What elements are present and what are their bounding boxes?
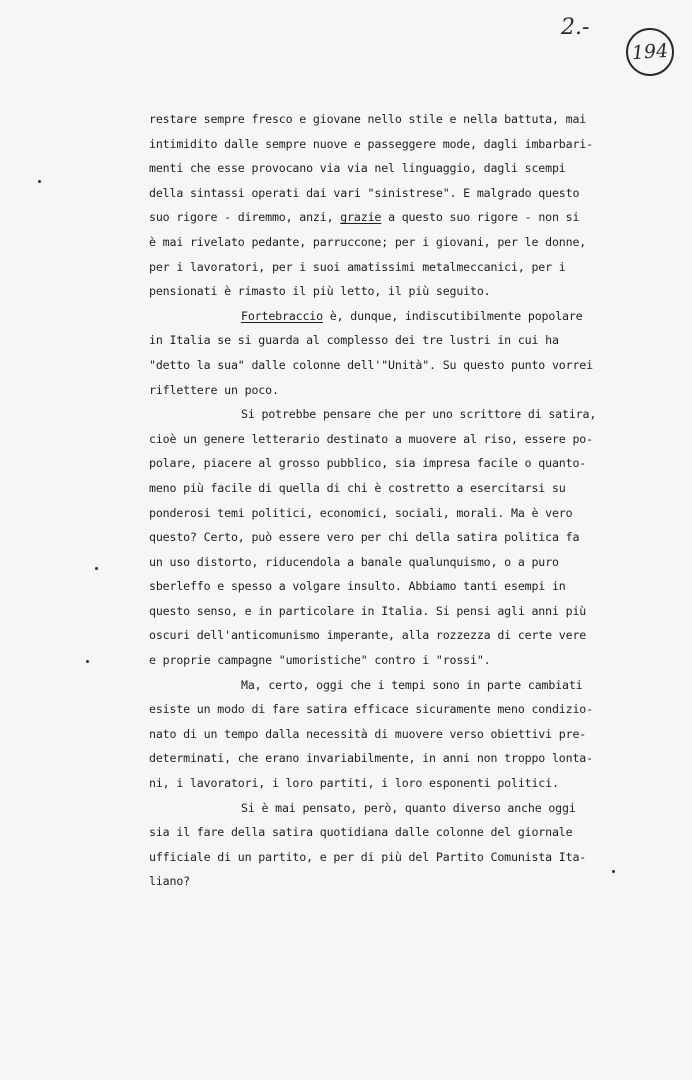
text-line: questo? Certo, può essere vero per chi della satira politica fa — [149, 530, 580, 545]
underlined-word-grazie: grazie — [340, 210, 382, 225]
ink-speck — [38, 180, 41, 183]
text-line: ni, i lavoratori, i loro partiti, i loro esponenti politici. — [149, 776, 559, 791]
text-line: questo senso, e in particolare in Italia. Si pensi agli anni più — [149, 603, 587, 618]
underlined-word-fortebraccio: Fortebraccio — [241, 308, 323, 323]
text-line: ufficiale di un partito, e per di più del Partito Comunista Ita- — [149, 849, 587, 864]
text-line — [149, 205, 599, 230]
text-line: polare, piacere al grosso pubblico, sia impresa facile o quanto- — [149, 456, 587, 471]
ink-speck — [612, 870, 615, 873]
text-line: della sintassi operati dai vari "sinistrese". E malgrado questo — [149, 185, 580, 200]
text-line — [149, 304, 599, 329]
text-line: liano? — [149, 874, 190, 889]
text-line: e proprie campagne "umoristiche" contro i "rossi". — [149, 653, 491, 668]
stamp-number: 194 — [631, 39, 669, 65]
text-line: "detto la sua" dalle colonne dell'"Unità". Su questo punto vorrei — [149, 357, 593, 372]
ink-speck — [86, 660, 89, 663]
text-line: cioè un genere letterario destinato a muovere al riso, essere po- — [149, 431, 593, 446]
text-segment: suo rigore - diremmo, anzi, — [149, 210, 341, 225]
page-number: 2.- — [561, 15, 590, 40]
text-line: sia il fare della satira quotidiana dalle colonne del giornale — [149, 825, 573, 840]
text-line: in Italia se si guarda al complesso dei tre lustri in cui ha — [149, 333, 559, 348]
text-line: restare sempre fresco e giovane nello stile e nella battuta, mai — [149, 112, 587, 126]
text-line: menti che esse provocano via via nel linguaggio, dagli scempi — [149, 161, 566, 176]
text-segment: a questo suo rigore - non si — [381, 210, 580, 225]
text-line: per i lavoratori, per i suoi amatissimi metalmeccanici, per i — [149, 259, 566, 274]
text-line: pensionati è rimasto il più letto, il più seguito. — [149, 284, 491, 299]
archive-stamp — [624, 26, 675, 77]
text-line: Ma, certo, oggi che i tempi sono in parte cambiati — [241, 677, 583, 692]
text-line: ponderosi temi politici, economici, sociali, morali. Ma è vero — [149, 505, 573, 520]
text-line: un uso distorto, riducendola a banale qualunquismo, o a puro — [149, 554, 559, 569]
body-text — [149, 107, 599, 894]
text-line: Si potrebbe pensare che per uno scrittore di satira, — [241, 407, 597, 422]
text-line: sberleffo e spesso a volgare insulto. Abbiamo tanti esempi in — [149, 579, 566, 594]
text-line: esiste un modo di fare satira efficace sicuramente meno condizio- — [149, 702, 593, 717]
text-line: meno più facile di quella di chi è costretto a esercitarsi su — [149, 480, 566, 495]
ink-speck — [95, 567, 98, 570]
text-line: riflettere un poco. — [149, 382, 279, 397]
text-line: è mai rivelato pedante, parruccone; per i giovani, per le donne, — [149, 234, 587, 249]
text-line: determinati, che erano invariabilmente, in anni non troppo lonta- — [149, 751, 593, 766]
text-segment: è, dunque, indiscutibilmente popolare — [322, 308, 583, 323]
text-line: intimidito dalle sempre nuove e passeggere mode, dagli imbarbari- — [149, 136, 593, 151]
text-line: oscuri dell'anticomunismo imperante, alla rozzezza di certe vere — [149, 628, 587, 643]
text-line: Si è mai pensato, però, quanto diverso anche oggi — [241, 800, 576, 815]
text-line: nato di un tempo dalla necessità di muovere verso obiettivi pre- — [149, 726, 587, 741]
